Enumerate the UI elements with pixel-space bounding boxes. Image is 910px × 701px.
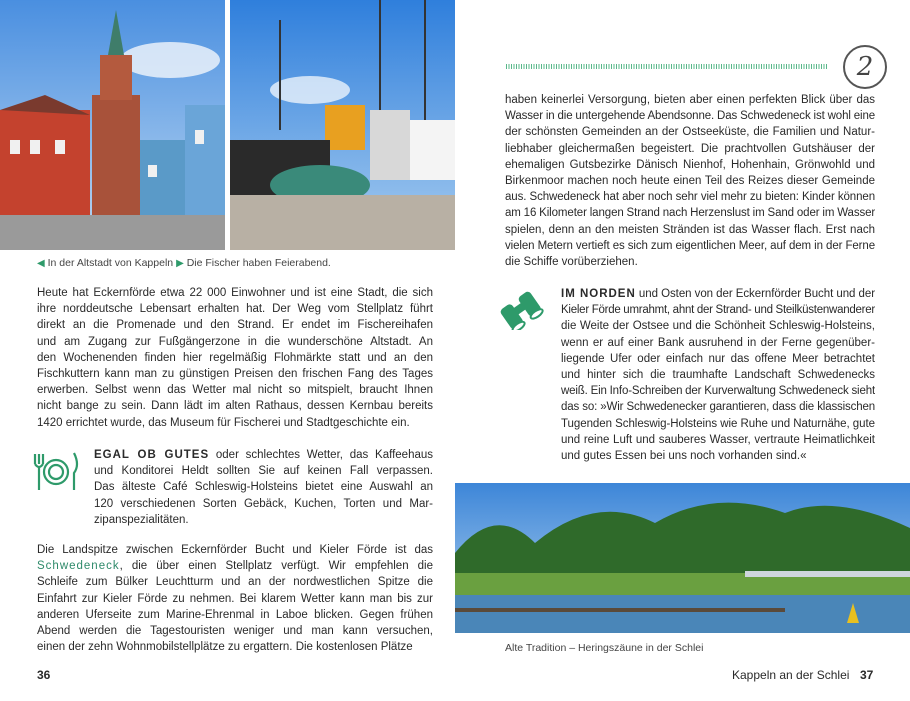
photo-heringszaeune xyxy=(455,483,910,633)
line-text: Schleife zum Bülker Leuchtturm und an der nordwestlichen Spitze die xyxy=(37,576,433,589)
text-line xyxy=(561,302,875,318)
line-text: die Schiffe vorüberziehen. xyxy=(505,255,638,268)
line-text: Abend werden die Tagestouristen weniger und man kann versuchen, xyxy=(37,624,433,637)
text-line xyxy=(505,222,875,238)
left-paragraph-1 xyxy=(37,285,433,431)
line-text: Tugenden Schleswig-Holsteins wie Ruhe und Naturnähe, gute xyxy=(561,417,875,430)
line-text: haben keinerlei Versorgung, bieten aber einen perfekten Blick über das xyxy=(505,94,875,106)
text-line xyxy=(37,317,433,333)
text-line xyxy=(561,399,875,415)
line-text: Birkenmoor machen noch heute einen Teil des Reizes dieser Gemeinde xyxy=(505,174,875,187)
line-text: und Konditorei Heldt sollten Sie auf keinen Fall verpassen. xyxy=(94,465,433,478)
line-text: 120 verschiedenen Sorten Gebäck, Kuchen, Torten und Mar- xyxy=(94,497,433,510)
line-text: , die über einen Stellplatz verfügt. Wir empfehlen die xyxy=(119,560,433,573)
cutlery-plate-icon xyxy=(32,450,80,497)
line-text: oder schlechtes Wetter, das Kaffeehaus xyxy=(209,449,433,461)
text-line xyxy=(37,639,433,655)
line-text: die Weite der Ostsee und die Schönheit Schleswig-Holsteins, xyxy=(561,320,875,333)
text-line xyxy=(505,254,875,270)
chapter-number: 2 xyxy=(856,52,874,82)
text-line xyxy=(561,416,875,432)
line-text: liebhaber gleichermaßen begeistert. Die prachtvollen Gutshäuser der xyxy=(505,142,875,155)
line-text: Das älteste Café Schleswig-Holsteins bietet eine Auswahl an xyxy=(94,481,433,494)
text-line xyxy=(561,448,875,464)
page-number-left: 36 xyxy=(37,668,51,682)
triangle-right-icon: ▶ xyxy=(176,258,184,269)
line-text: vielen Metern vertieft es sich zum eigentlichen Meer, auf dem in der Ferne xyxy=(505,239,875,252)
text-line xyxy=(37,623,433,639)
text-line xyxy=(37,558,433,574)
text-line xyxy=(561,432,875,448)
line-text: und gutes Essen bei uns noch vorhanden sind.« xyxy=(561,449,807,462)
line-text: erwerben. Selbst wenn das Wetter mal nicht so mitspielt, braucht Ihnen xyxy=(37,384,433,397)
text-line xyxy=(505,173,875,189)
line-text: Die Landspitze zwischen Eckernförder Bucht und Kieler Förde ist das xyxy=(37,544,433,556)
text-line xyxy=(37,591,433,607)
text-line xyxy=(505,108,875,124)
photo-caption-right: Alte Tradition – Heringszäune in der Schlei xyxy=(505,642,704,654)
line-text: ehemaligen Gutsbezirke Dänisch Nienhof, Hohenhain, Grönwohld und xyxy=(505,158,875,171)
lead-in: EGAL OB GUTES xyxy=(94,449,210,461)
line-text: Einfahrt zur Kieler Förde zu nehmen. Bei klarem Wetter kann man bis zur xyxy=(37,592,433,605)
text-line xyxy=(37,607,433,623)
right-paragraph-1 xyxy=(505,92,875,270)
left-tip-paragraph xyxy=(94,447,433,528)
page-number-right: 37 xyxy=(860,668,874,682)
text-line xyxy=(94,447,433,463)
line-text: 1420 errichtet wurde, das Museum für Fischerei und Stadtgeschichte ein. xyxy=(37,416,410,429)
line-text: zipanspezialitäten. xyxy=(94,513,189,526)
highlight-schwedeneck: Schwedeneck xyxy=(37,560,120,573)
text-line xyxy=(37,382,433,398)
text-line xyxy=(94,512,433,528)
line-text: Fischkuttern kann man zu günstigen Preisen den frischen Fang des Tages xyxy=(37,367,433,380)
text-line xyxy=(561,318,875,334)
line-text: und reine Luft und sauberes Wasser, vertraute Heimatlichkeit xyxy=(561,433,875,446)
line-text: der schönsten Gemeinden an der Ostseeküste, die Familien und Natur- xyxy=(505,126,875,139)
text-line xyxy=(505,238,875,254)
photo-fischer-hafen xyxy=(230,0,455,250)
left-paragraph-2 xyxy=(37,542,433,655)
line-text: und am Zugang zur Fußgängerzone in die wunderschöne Altstadt. An xyxy=(37,335,433,348)
text-line xyxy=(37,285,433,301)
line-text: ihre norddeutsche Lebensart erhalten hat. Der Weg vom Stellplatz führt xyxy=(37,303,433,316)
caption-altstadt: In der Altstadt von Kappeln xyxy=(47,257,174,269)
line-text: einen der zehn Wohnmobilstellplätze zu ergattern. Die kostenlosen Plätze xyxy=(37,641,413,654)
line-text: liegende Ufer oder einfach nur das offene Meer betrachtet xyxy=(561,352,875,365)
text-line xyxy=(37,366,433,382)
text-line xyxy=(561,383,875,399)
text-line xyxy=(505,124,875,140)
lead-in: IM NORDEN xyxy=(561,288,636,300)
text-line xyxy=(94,479,433,495)
triangle-left-icon: ◀ xyxy=(37,258,45,269)
text-line xyxy=(561,367,875,383)
line-text: anderen Uferseite zum Marine-Ehrenmal in Laboe blicken. Gegen frühen xyxy=(37,608,433,621)
text-line xyxy=(37,398,433,414)
line-text: am 16 Kilometer langen Strand nach Herzenslust im Sand oder im Wasser xyxy=(505,207,875,220)
text-line xyxy=(37,542,433,558)
photo-altstadt-kappeln xyxy=(0,0,225,250)
text-line xyxy=(94,496,433,512)
text-line xyxy=(561,351,875,367)
text-line xyxy=(37,301,433,317)
dotted-divider xyxy=(506,64,828,69)
text-line xyxy=(561,286,875,302)
caption-fischer: Die Fischer haben Feierabend. xyxy=(186,257,331,269)
line-text: den Wochenenden finden hier regelmäßig Flohmärkte statt und an den xyxy=(37,351,433,364)
running-title: Kappeln an der Schlei xyxy=(732,668,850,682)
text-line xyxy=(37,415,433,431)
text-line xyxy=(505,157,875,173)
line-text: spielen, denn an den meisten Stränden ist das Wasser flach. Erst nach xyxy=(505,223,875,236)
binoculars-icon xyxy=(498,288,544,335)
line-text: wenn er auf einer Bank ausruhend in der Ferne gegenüber- xyxy=(561,336,875,349)
line-text: direkt an die Promenade und den Strand. Er endet im Fischereihafen xyxy=(37,319,433,332)
line-text: Kieler Förde umrahmt, ahnt der Strand- und Steilküstenwanderer xyxy=(561,304,875,317)
text-line xyxy=(37,574,433,590)
line-text: und hinter sich die traumhafte Landschaft Schwedenecks xyxy=(561,368,875,381)
right-tip-paragraph xyxy=(561,286,875,464)
text-line xyxy=(37,350,433,366)
line-text: Heute hat Eckernförde etwa 22 000 Einwohner und ist eine Stadt, die sich xyxy=(37,287,433,299)
line-text: Wasser in die untergehende Abendsonne. Das Schwedeneck ist wohl eine xyxy=(505,110,875,123)
text-line xyxy=(505,141,875,157)
line-text: und Osten von der Eckernförder Bucht und der xyxy=(635,288,875,300)
photo-caption-left xyxy=(37,257,331,269)
line-text: aus. Schwedeneck hat aber noch sehr viel mehr zu bieten: Kinder können xyxy=(505,191,875,204)
line-text: nicht bange zu sein. Dann lädt im alten Rathaus, dessen Kernbau bereits xyxy=(37,400,433,413)
text-line xyxy=(561,335,875,351)
line-text: weiß. Ein Info-Schreiben der Kurverwaltung Schwedeneck sieht xyxy=(561,385,875,398)
text-line xyxy=(37,334,433,350)
text-line xyxy=(505,189,875,205)
text-line xyxy=(94,463,433,479)
text-line xyxy=(505,205,875,221)
chapter-badge xyxy=(843,45,887,89)
text-line xyxy=(505,92,875,108)
line-text: das so: »Wir Schwedenecker garantieren, dass die klassischen xyxy=(561,401,875,414)
